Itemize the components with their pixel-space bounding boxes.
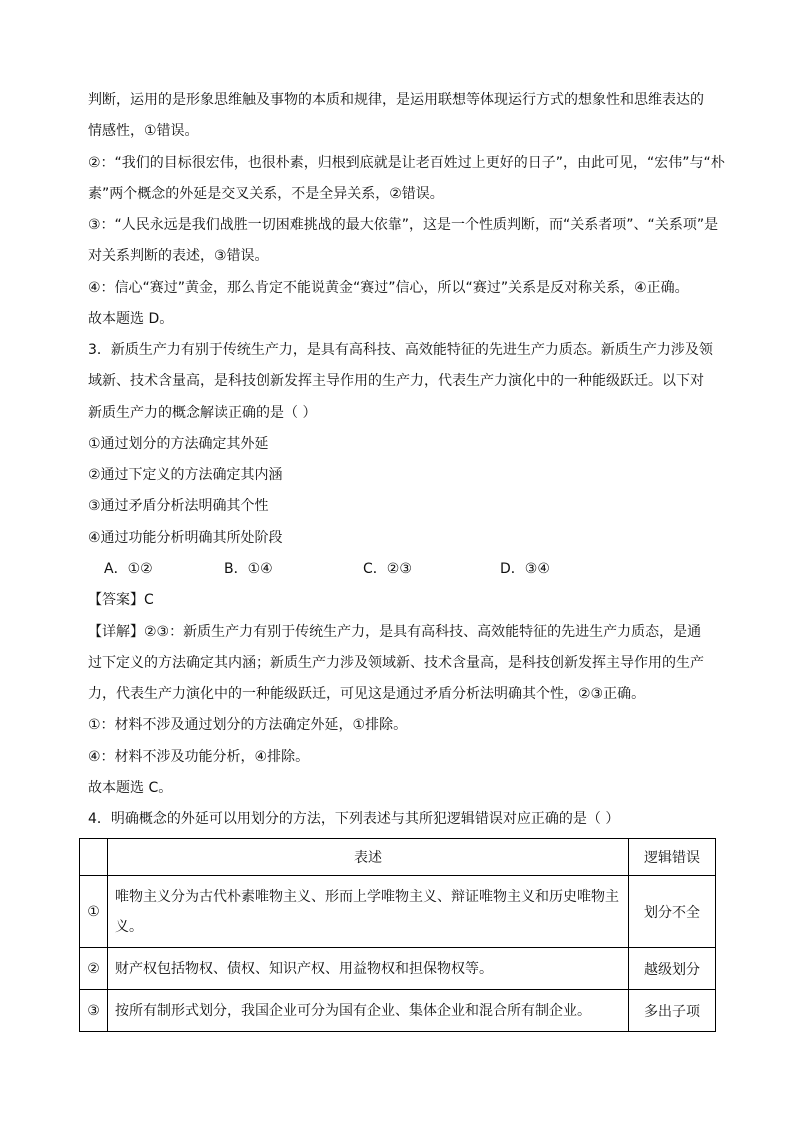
- row-num-cell: ①: [80, 876, 108, 948]
- table-row: [80, 948, 716, 990]
- text-line: ②：“我们的目标很宏伟，也很朴素，归根到底就是让老百姓过上更好的日子”，由此可见，“宏伟”与“朴: [88, 155, 725, 171]
- header-statement-cell: 表述: [108, 839, 629, 876]
- q3-stem-line: 域新、技术含量高，是科技创新发挥主导作用的生产力，代表生产力演化中的一种能级跃迁。以下对: [88, 373, 704, 389]
- row-statement-cell: 按所有制形式划分，我国企业可分为国有企业、集体企业和混合所有制企业。: [108, 990, 629, 1032]
- q3-explain-line: ④：材料不涉及功能分析，④排除。: [88, 749, 310, 765]
- header-error-cell: 逻辑错误: [629, 839, 716, 876]
- q3-explain-line: 【详解】②③：新质生产力有别于传统生产力，是具有高科技、高效能特征的先进生产力质态，是通: [88, 624, 702, 640]
- row-error-cell: 越级划分: [629, 948, 716, 990]
- row-statement-cell: 财产权包括物权、债权、知识产权、用益物权和担保物权等。: [108, 948, 629, 990]
- row-error-cell: 划分不全: [629, 876, 716, 948]
- statement-line: 义。: [115, 918, 143, 935]
- row-error-cell: 多出子项: [629, 990, 716, 1032]
- table-row: [80, 990, 716, 1032]
- text-line: 素”两个概念的外延是交叉关系，不是全异关系，②错误。: [88, 186, 444, 202]
- q3-stem-line: 新质生产力的概念解读正确的是（ ）: [88, 405, 317, 421]
- q3-item: ①通过划分的方法确定其外延: [88, 436, 269, 452]
- q3-explain-line: ①：材料不涉及通过划分的方法确定外延，①排除。: [88, 717, 408, 733]
- statement-line: 唯物主义分为古代朴素唯物主义、形而上学唯物主义、辩证唯物主义和历史唯物主: [115, 888, 619, 905]
- q3-stem-line: 3．新质生产力有别于传统生产力，是具有高科技、高效能特征的先进生产力质态。新质生产力涉及领: [88, 342, 713, 358]
- table-row: [80, 876, 716, 948]
- q4-stem: 4．明确概念的外延可以用划分的方法，下列表述与其所犯逻辑错误对应正确的是（ ）: [88, 811, 620, 827]
- conclusion-line: 故本题选 D。: [88, 311, 174, 327]
- row-num-cell: ③: [80, 990, 108, 1032]
- q3-item: ③通过矛盾分析法明确其个性: [88, 498, 269, 514]
- option-a: A．①②: [104, 561, 153, 577]
- option-c: C．②③: [363, 561, 412, 577]
- q4-table: [79, 838, 716, 1032]
- table-header-row: [80, 839, 716, 876]
- q3-explain-line: 过下定义的方法确定其内涵；新质生产力涉及领域新、技术含量高，是科技创新发挥主导作用的生产: [88, 655, 704, 671]
- text-line: ④：信心“赛过”黄金，那么肯定不能说黄金“赛过”信心，所以“赛过”关系是反对称关系，④正确。: [88, 280, 689, 296]
- q3-options: [104, 560, 704, 578]
- option-d: D．③④: [500, 561, 550, 577]
- text-line: ③：“人民永远是我们战胜一切困难挑战的最大依靠”，这是一个性质判断，而“关系者项”、“关系项”是: [88, 217, 719, 233]
- text-line: 判断，运用的是形象思维触及事物的本质和规律，是运用联想等体现运行方式的想象性和思维表达的: [88, 92, 704, 108]
- row-num-cell: ②: [80, 948, 108, 990]
- text-line: 对关系判断的表述，③错误。: [88, 248, 269, 264]
- q3-answer: 【答案】C: [88, 592, 154, 608]
- q3-item: ②通过下定义的方法确定其内涵: [88, 467, 283, 483]
- q3-item: ④通过功能分析明确其所处阶段: [88, 530, 283, 546]
- q3-explain-line: 力，代表生产力演化中的一种能级跃迁，可见这是通过矛盾分析法明确其个性，②③正确。: [88, 686, 646, 702]
- header-num-cell: [80, 839, 108, 876]
- text-line: 情感性，①错误。: [88, 123, 199, 139]
- row-statement-cell: [108, 876, 629, 948]
- q3-conclusion: 故本题选 C。: [88, 780, 173, 796]
- option-b: B．①④: [224, 561, 273, 577]
